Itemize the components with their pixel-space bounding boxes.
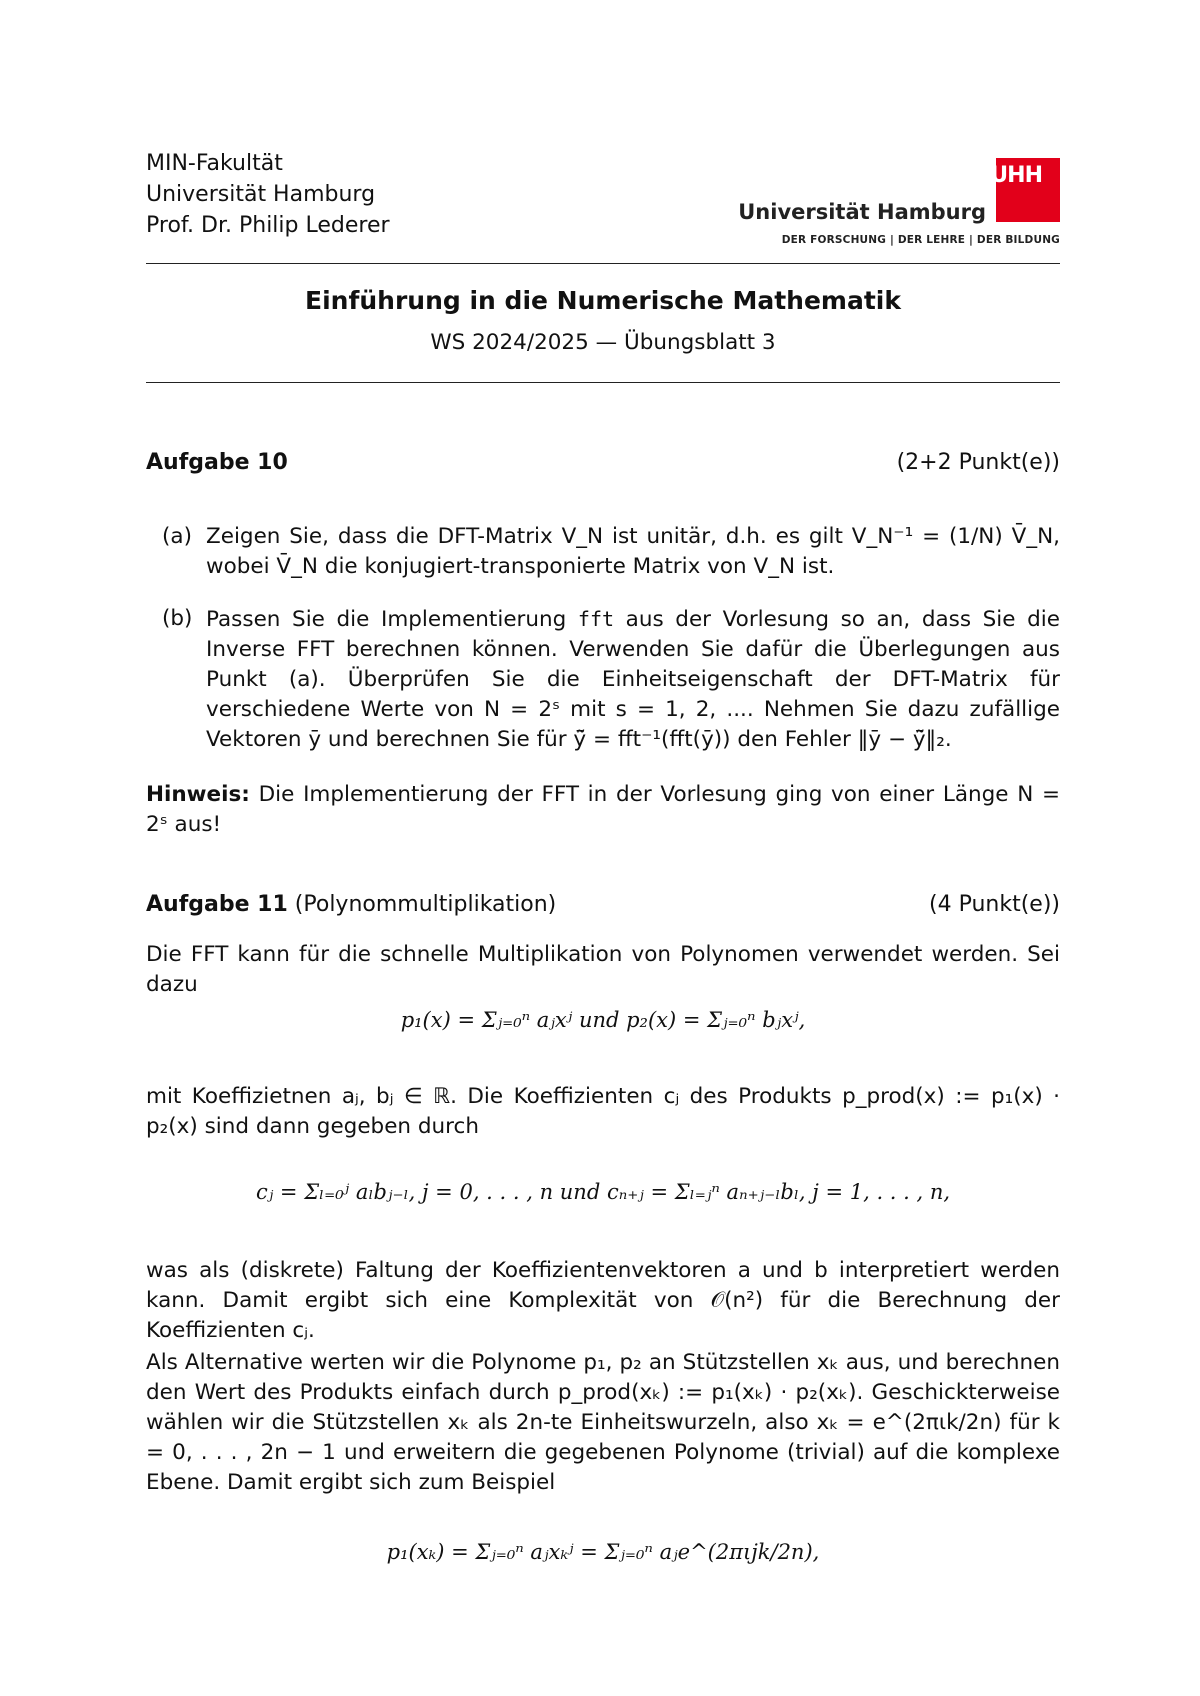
part-b-text-2: aus der Vorlesung so an, dass Sie die Inverse FFT berechnen können. Verwenden Sie dafür die Überlegungen aus Punkt (a). Überprüfen Sie die Einheitseigenschaft der DFT-Matrix für verschiedene Werte von N = 2ˢ mit s = 1, 2, .... Nehmen Sie dazu zufällige Vektoren ȳ und berechnen Sie für ȳ̃ = fft⁻¹(fft(ȳ)) den Fehler ‖ȳ − ȳ̃‖₂. xyxy=(206,607,1060,752)
university-line: Universität Hamburg xyxy=(146,182,376,207)
task-11-intro: Die FFT kann für die schnelle Multiplikation von Polynomen verwendet werden. Sei dazu xyxy=(146,942,1060,997)
task-11-topic: (Polynommultiplikation) xyxy=(294,892,557,917)
exercise-sheet-page xyxy=(146,0,1060,1696)
task-10-hint xyxy=(146,780,1060,840)
logo-tagline: DER FORSCHUNG | DER LEHRE | DER BILDUNG xyxy=(781,234,1060,246)
task-10-points: (2+2 Punkt(e)) xyxy=(896,450,1060,475)
evaluation-equation: p₁(xₖ) = Σⱼ₌₀ⁿ aⱼxₖʲ = Σⱼ₌₀ⁿ aⱼe^(2πιjk/2n), xyxy=(386,1540,820,1564)
task-11-label: Aufgabe 11 xyxy=(146,892,288,917)
task-11-heading xyxy=(146,892,1060,917)
professor-line: Prof. Dr. Philip Lederer xyxy=(146,213,390,238)
faculty-line: MIN-Fakultät xyxy=(146,151,283,176)
logo-mark: UHH xyxy=(990,163,1042,188)
task-11-product-paragraph: mit Koeffizietnen aⱼ, bⱼ ∈ ℝ. Die Koeffizienten cⱼ des Produkts p_prod(x) := p₁(x) · p₂(x) sind dann gegeben durch xyxy=(146,1084,1060,1139)
part-a-text: Zeigen Sie, dass die DFT-Matrix V_N ist unitär, d.h. es gilt V_N⁻¹ = (1/N) V̄_N, wobei V̄_N die konjugiert-transponierte Matrix von V_N ist. xyxy=(206,524,1060,579)
page-subtitle: WS 2024/2025 — Übungsblatt 3 xyxy=(430,330,776,355)
title-rule xyxy=(146,382,1060,383)
logo-name: Universität Hamburg xyxy=(738,200,986,224)
polynomial-definitions-equation: p₁(x) = Σⱼ₌₀ⁿ aⱼxʲ und p₂(x) = Σⱼ₌₀ⁿ bⱼxʲ, xyxy=(400,1008,806,1032)
fft-code: fft xyxy=(577,607,615,631)
part-b-text xyxy=(206,604,1060,755)
task-11-alternative-paragraph: Als Alternative werten wir die Polynome p₁, p₂ an Stützstellen xₖ aus, und berechnen den Wert des Produkts einfach durch p_prod(xₖ) := p₁(xₖ) · p₂(xₖ). Geschickterweise wählen wir die Stützstellen xₖ als 2n-te Einheitswurzeln, also xₖ = e^(2πιk/2n) für k = 0, . . . , 2n − 1 und erweitern die gegebenen Polynome (trivial) auf die komplexe Ebene. Damit ergibt sich zum Beispiel xyxy=(146,1350,1060,1495)
task-11-complexity-paragraph: was als (diskrete) Faltung der Koeffizientenvektoren a und b interpretiert werden kann. Damit ergibt sich eine Komplexität von 𝒪(n²) für die Berechnung der Koeffizienten cⱼ. xyxy=(146,1258,1060,1343)
hint-label: Hinweis: xyxy=(146,782,250,807)
part-a-label: (a) xyxy=(162,524,192,549)
part-b-text-1: Passen Sie die Implementierung xyxy=(206,607,567,632)
task-10-heading xyxy=(146,450,1060,475)
top-rule xyxy=(146,263,1060,264)
task-11-points: (4 Punkt(e)) xyxy=(929,892,1060,917)
header xyxy=(146,148,1060,248)
convolution-equation: cⱼ = Σₗ₌₀ʲ aₗbⱼ₋ₗ, j = 0, . . . , n und cₙ₊ⱼ = Σₗ₌ⱼⁿ aₙ₊ⱼ₋ₗbₗ, j = 1, . . . , n, xyxy=(255,1180,951,1204)
hint-text: Die Implementierung der FFT in der Vorlesung ging von einer Länge N = 2ˢ aus! xyxy=(146,782,1061,837)
task-10-label: Aufgabe 10 xyxy=(146,450,288,475)
university-logo xyxy=(738,158,1060,248)
page-title: Einführung in die Numerische Mathematik xyxy=(305,286,901,315)
part-b-label: (b) xyxy=(162,606,193,631)
